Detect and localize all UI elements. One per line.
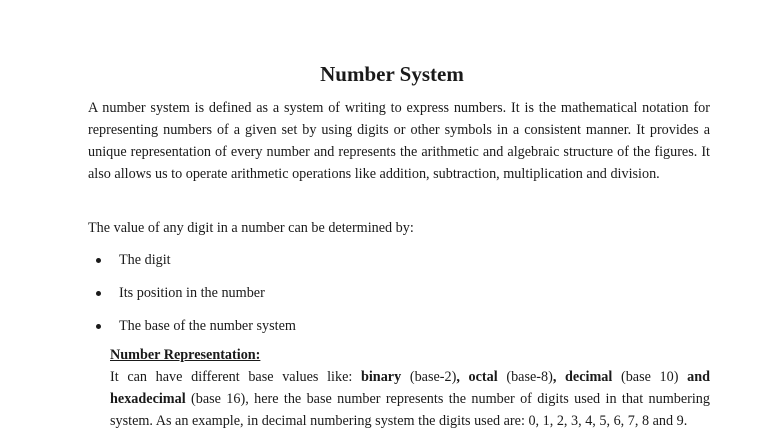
list-item-text: The digit xyxy=(119,252,171,268)
term-decimal: decimal xyxy=(565,369,613,385)
list-item-text: Its position in the number xyxy=(119,285,265,301)
bullet-icon xyxy=(96,258,101,263)
list-item xyxy=(88,250,688,283)
section-heading: Number Representation: xyxy=(110,347,261,363)
bullet-icon xyxy=(96,324,101,329)
text-run: It can have different base values like: xyxy=(110,369,361,385)
list-item-text: The base of the number system xyxy=(119,318,296,334)
text-run: , xyxy=(552,369,557,385)
text-run xyxy=(556,369,565,385)
representation-paragraph xyxy=(110,366,710,432)
value-intro-paragraph: The value of any digit in a number can be determined by: xyxy=(88,220,414,236)
text-run: (base 10) xyxy=(612,369,688,385)
bullet-icon xyxy=(96,291,101,296)
text-run: (base 16), here the base number represents the number of digits used in that numbering system. As an example, in decimal numbering system the digits used are: 0, 1, 2, 3, 4, 5, 6, 7, 8 and 9. xyxy=(110,391,710,429)
term-and: and xyxy=(687,369,710,385)
list-item xyxy=(88,283,688,316)
text-run xyxy=(460,369,469,385)
intro-paragraph: A number system is defined as a system of writing to express numbers. It is the mathematical notation for representing numbers of a given set by using digits or other symbols in a consistent manner. It provides a unique representation of every number and represents the arithmetic and algebraic structure of the figures. It also allows us to operate arithmetic operations like addition, subtraction, multiplication and division. xyxy=(88,100,710,182)
text-run: (base-2) xyxy=(401,369,457,385)
term-hexadecimal: hexadecimal xyxy=(110,391,186,407)
page-title: Number System xyxy=(320,62,464,86)
determinants-list xyxy=(88,250,688,349)
term-octal: octal xyxy=(468,369,498,385)
text-run: , xyxy=(456,369,460,385)
text-run: (base-8) xyxy=(497,369,553,385)
term-binary: binary xyxy=(360,369,402,385)
